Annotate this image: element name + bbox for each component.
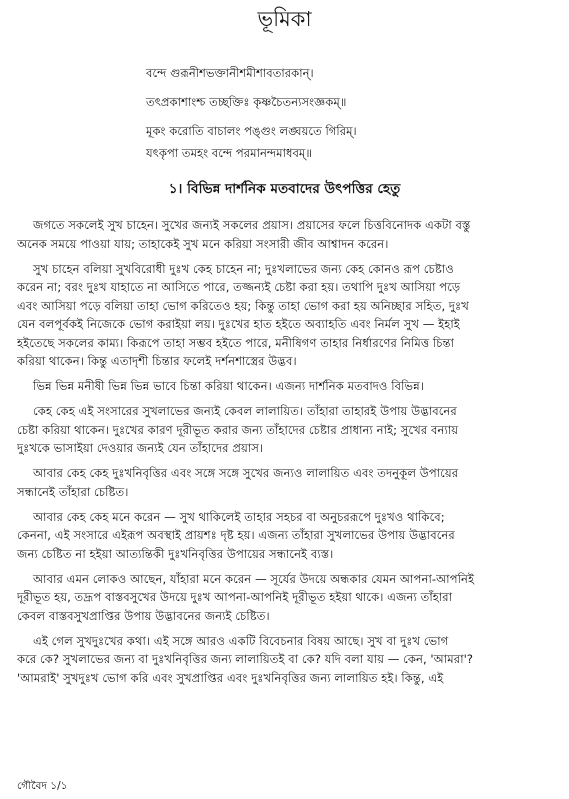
paragraph-line: আবার কেহ কেহ মনে করেন — সুখ থাকিলেই তাহার সহচর বা অনুচররূপে দুঃখও থাকিবে;: [33, 509, 445, 524]
paragraph-line: যেন বলপূর্বকই নিজেকে ভোগ করাইয়া লয়। দুঃখের হাত হইতে অব্যাহতি এবং নির্মল সুখ — ইহাই: [17, 317, 460, 331]
body-text: [17, 216, 555, 694]
paragraph-line: কেননা, এই সংসারে এইরূপ অবস্থাই প্রায়শঃ দৃষ্ট হয়। এজন্য তাঁহারা সুখলাভের উপায় উদ্ভাবনের: [17, 528, 455, 542]
paragraph-line: কেবল বাস্তবসুখপ্রাপ্তির উপায় উদ্ভাবনের জন্যই চেষ্টিত।: [17, 608, 270, 623]
paragraph-line: সুখ চাহেন বলিয়া সুখবিরোধী দুঃখ কেহ চাহেন না; দুঃখলাভের জন্য কেহ কোনও রূপ চেষ্টাও: [33, 261, 454, 276]
paragraph-line: করে কে? সুখলাভের জন্য বা দুঃখনিবৃত্তির জন্য লালায়িতই বা কে? যদি বলা যায় — কেন, 'আমরা'?: [17, 652, 473, 666]
paragraph-line: আবার এমন লোকও আছেন, যাঁহারা মনে করেন — সূর্যের উদয়ে অন্ধকার যেমন আপনা-আপনিই: [33, 571, 475, 586]
paragraph-line: চেষ্টা করিয়া থাকেন। দুঃখের কারণ দূরীভূত করার জন্য তাঁহাদের চেষ্টার প্রাধান্য নাই; সুখের বন্যায়: [17, 422, 459, 437]
paragraph-3: [17, 377, 555, 396]
paragraph-line: দূরীভূত হয়, তদ্রূপ বাস্তবসুখের উদয়ে দুঃখ আপনা-আপনিই দূরীভূত হইয়া থাকে। এজন্য তাঁহারা: [17, 590, 453, 604]
paragraph-line: অনেক সময়ে পাওয়া যায়; তাহাকেই সুখ মনে করিয়া সংসারী জীব আশ্বাদন করেন।: [17, 236, 389, 251]
paragraph-2: [17, 260, 555, 371]
paragraph-line: দুঃখকে ভাসাইয়া দেওয়ার জন্যই যেন তাঁহাদের প্রয়াস।: [17, 441, 264, 455]
verse-line-2: তৎপ্রকাশাংশ্চ তচ্ছক্তিঃ কৃষ্ণচৈতন্যসংজ্ঞকম্॥: [146, 95, 347, 109]
paragraph-8: [17, 632, 555, 688]
paragraph-line: জন্য চেষ্টিত না হইয়া আত্যন্তিকী দুঃখনিবৃত্তির উপায়ের সন্ধানেই ব্যস্ত।: [17, 546, 334, 561]
paragraph-line: সন্ধানেই তাঁহারা চেষ্টিত।: [17, 484, 129, 499]
paragraph-line: করেন না; বরং দুঃখ যাহাতে না আসিতে পারে, তজ্জন্যই চেষ্টা করা হয়। তথাপি দুঃখ আসিয়া পড়ে: [17, 280, 461, 294]
paragraph-line: এই গেল সুখদুঃখের কথা। এই সঙ্গে আরও একটি বিবেচনার বিষয় আছে। সুখ বা দুঃখ ভোগ: [33, 633, 449, 648]
paragraph-line: কেহ কেহ এই সংসারের সুখলাভের জন্যই কেবল লালায়িত। তাঁহারা তাহারই উপায় উদ্ভাবনের: [33, 404, 457, 418]
page-title: ভূমিকা: [257, 7, 312, 31]
paragraph-line: ভিন্ন ভিন্ন মনীষী ভিন্ন ভিন্ন ভাবে চিন্তা করিয়া থাকেন। এজন্য দার্শনিক মতবাদও বিভিন্ন।: [33, 379, 424, 393]
verse-line-1: বন্দে গুরূনীশভক্তানীশমীশাবতারকান্।: [146, 66, 314, 80]
paragraph-line: করিয়া থাকেন। কিন্তু এতাদৃশী চিন্তার ফলেই দর্শনশাস্ত্রের উদ্ভব।: [17, 354, 297, 368]
paragraph-line: 'আমরাই' সুখদুঃখ ভোগ করি এবং সুখপ্রাপ্তির এবং দুঃখনিবৃত্তির জন্য লালায়িত হই। কিন্তু, এই: [17, 670, 444, 685]
verse-line-4: যৎকৃপা তমহং বন্দে পরমানন্দমাধবম্॥: [146, 146, 312, 160]
paragraph-line: আবার কেহ কেহ দুঃখনিবৃত্তির এবং সঙ্গে সঙ্গে সুখের জন্যও লালায়িত এবং তদনুকূল উপায়ের: [33, 466, 459, 480]
paragraph-5: [17, 464, 555, 501]
paragraph-line: হইতেছে সকলের কাম্য। কিরূপে তাহা সম্ভব হইতে পারে, মনীষিগণ তাহার নির্ধারণের নিমিত্ত চিন্তা: [17, 335, 454, 350]
paragraph-6: [17, 508, 555, 564]
paragraph-7: [17, 570, 555, 626]
paragraph-line: জগতে সকলেই সুখ চাহেন। সুখের জন্যই সকলের প্রয়াস। প্রয়াসের ফলে চিত্তবিনোদক একটা বস্তু: [33, 218, 471, 232]
paragraph-line: এবং আসিয়া পড়ে বলিয়া তাহা ভোগ করিতেও হয়; কিন্তু তাহা ভোগ করা হয় অনিচ্ছার সহিত, দুঃখ: [17, 298, 469, 313]
paragraph-1: [17, 216, 555, 253]
verse-line-3: মূকং করোতি বাচালং পঙ্গুং লঙ্ঘয়তে গিরিম্।: [146, 124, 357, 138]
section-heading: ১। বিভিন্ন দার্শনিক মতবাদের উৎপত্তির হেতু: [168, 181, 401, 197]
paragraph-4: [17, 402, 555, 458]
page-footer-signature: গৌবৈদ ১/১: [17, 780, 68, 792]
